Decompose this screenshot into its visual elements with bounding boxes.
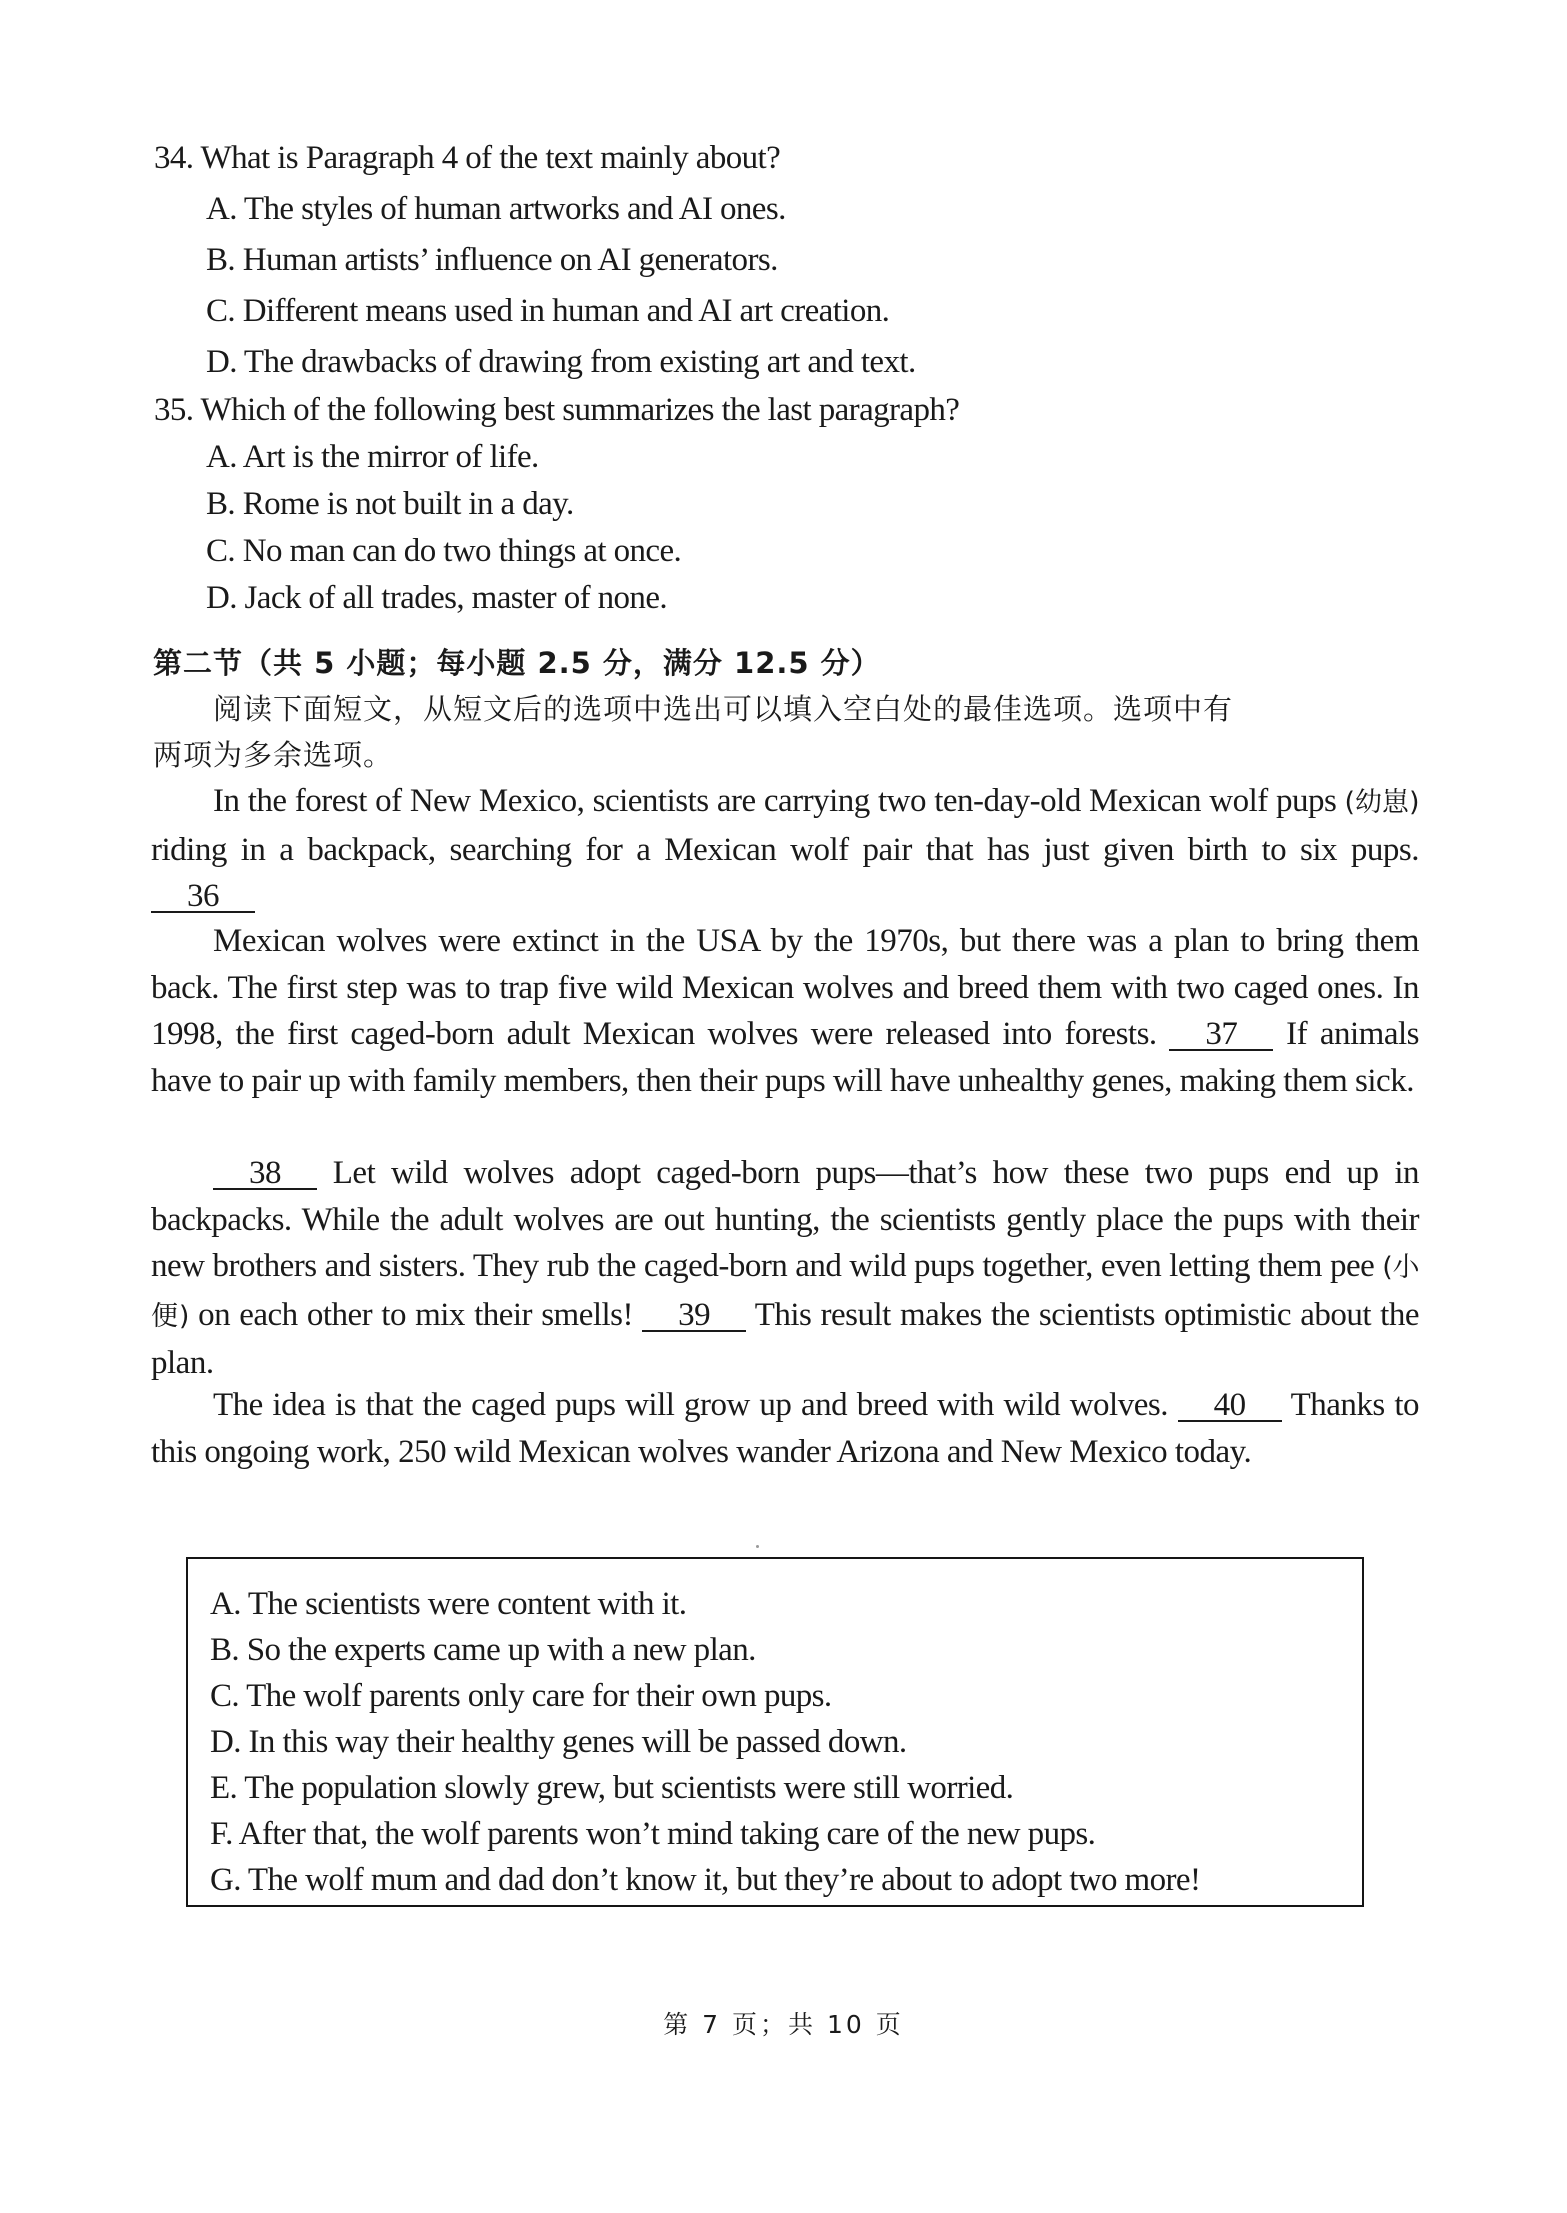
page-number-footer: 第 7 页；共 10 页 [663,2010,904,2039]
question-34-option-b: B. Human artists’ influence on AI generators. [206,242,778,278]
paragraph-text: riding in a backpack, searching for a Mexican wolf pair that has just given birth to six pups. [151,831,1419,868]
section-heading: 第二节（共 5 小题；每小题 2.5 分，满分 12.5 分） [153,646,881,680]
blank-39: 39 [642,1300,746,1332]
question-34-option-d: D. The drawbacks of drawing from existing art and text. [206,344,916,380]
question-35-option-c: C. No man can do two things at once. [206,533,682,569]
question-35-stem [154,390,959,430]
question-number: 35. [154,392,194,428]
paragraph-text: on each other to mix their smells! [188,1296,643,1333]
blank-36: 36 [151,881,255,913]
choice-d: D. In this way their healthy genes will be passed down. [210,1724,907,1760]
passage-paragraph-1 [151,778,1419,920]
choice-b: B. So the experts came up with a new plan. [210,1632,756,1668]
section-instructions-line-1: 阅读下面短文，从短文后的选项中选出可以填入空白处的最佳选项。选项中有 [213,692,1234,726]
choice-f: F. After that, the wolf parents won’t mind taking care of the new pups. [210,1816,1096,1852]
choice-c: C. The wolf parents only care for their own pups. [210,1678,832,1714]
scan-mark [756,1545,759,1548]
question-34-stem [154,138,780,178]
question-text: Which of the following best summarizes the last paragraph? [200,392,960,428]
question-34-option-a: A. The styles of human artworks and AI ones. [206,191,786,227]
question-35-option-d: D. Jack of all trades, master of none. [206,580,668,616]
question-35-option-b: B. Rome is not built in a day. [206,486,574,522]
question-text: What is Paragraph 4 of the text mainly about? [200,140,781,176]
choices-box [186,1557,1364,1907]
choice-g: G. The wolf mum and dad don’t know it, but they’re about to adopt two more! [210,1862,1201,1898]
section-instructions-line-2: 两项为多余选项。 [153,738,394,772]
choice-e: E. The population slowly grew, but scientists were still worried. [210,1770,1014,1806]
paragraph-text: Thanks to this ongoing work, 250 wild Mexican wolves wander Arizona and New Mexico today. [151,1387,1419,1470]
blank-38: 38 [213,1158,317,1190]
chinese-gloss: (幼崽) [1344,787,1419,818]
question-34-option-c: C. Different means used in human and AI art creation. [206,293,890,329]
paragraph-text: Mexican wolves were extinct in the USA by the 1970s, but there was a plan to bring them back. The first step was to trap five wild Mexican wolves and breed them with two caged ones. In 1998, the first caged-born adult Mexican wolves were released into forests. [151,923,1419,1052]
paragraph-text: If animals have to pair up with family members, then their pups will have unhealthy genes, making them sick. [151,1016,1419,1099]
question-number: 34. [154,140,194,176]
paragraph-text: In the forest of New Mexico, scientists are carrying two ten-day-old Mexican wolf pups [213,783,1345,819]
blank-37: 37 [1169,1019,1273,1051]
blank-40: 40 [1178,1390,1282,1422]
choice-a: A. The scientists were content with it. [210,1586,687,1622]
paragraph-text: This result makes the scientists optimistic about the plan. [151,1296,1419,1381]
question-35-option-a: A. Art is the mirror of life. [206,439,539,475]
passage-paragraph-3 [151,1150,1419,1387]
passage-paragraph-4 [151,1382,1419,1475]
passage-paragraph-2 [151,918,1419,1104]
paragraph-text: The idea is that the caged pups will grow up and breed with wild wolves. [213,1387,1178,1423]
paragraph-text: Let wild wolves adopt caged-born pups—that’s how these two pups end up in backpacks. While the adult wolves are out hunting, the scientists gently place the pups with their new brothers and sisters. They rub the caged-born and wild pups together, even letting them pee [151,1155,1419,1284]
chinese-gloss: (小便) [151,1252,1419,1332]
